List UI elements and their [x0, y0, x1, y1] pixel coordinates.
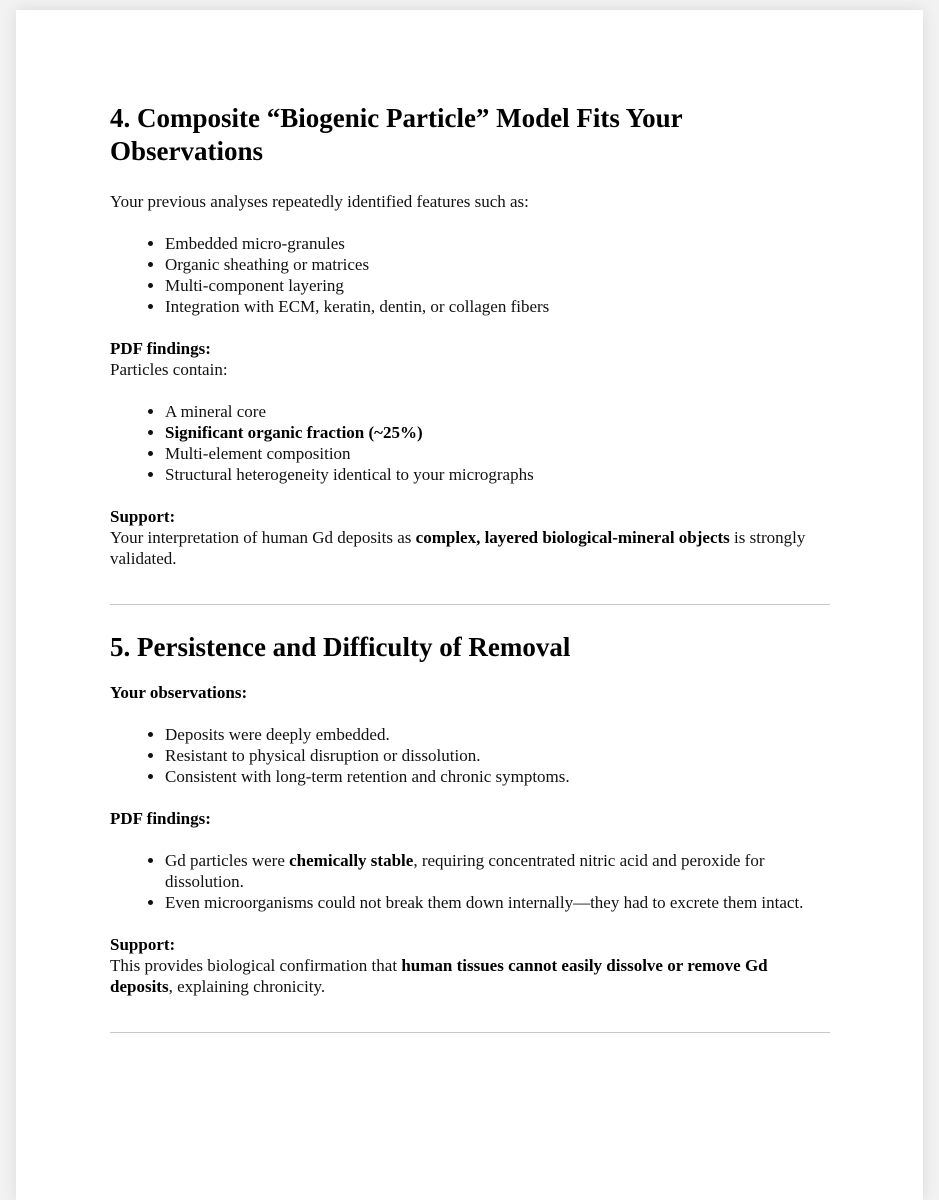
section-5-support-label: Support: — [110, 935, 176, 954]
section-4-feature-list — [110, 233, 830, 317]
support-text-start: This provides biological confirmation that — [110, 956, 402, 975]
section-5-pdf-list — [110, 850, 830, 913]
emphasis-text: human tissues cannot easily dissolve or remove Gd deposits — [110, 956, 768, 996]
document-content — [110, 102, 830, 1033]
section-4-pdf-intro: Particles contain: — [110, 360, 228, 379]
section-4-intro: Your previous analyses repeatedly identified features such as: — [110, 192, 529, 211]
section-4-pdf-label: PDF findings: — [110, 339, 211, 358]
support-text-end: , explaining chronicity. — [168, 977, 326, 996]
list-item: • Deposits were deeply embedded. — [165, 724, 830, 745]
section-4-support-text — [110, 527, 830, 569]
list-item: • Multi-component layering — [165, 275, 830, 296]
section-5-pdf-label: PDF findings: — [110, 809, 211, 828]
section-4-support-label: Support: — [110, 507, 176, 526]
list-item: • A mineral core — [165, 401, 830, 422]
list-text-end: , requiring concentrated nitric acid and peroxide for dissolution. — [165, 851, 765, 891]
list-item — [165, 850, 830, 892]
section-divider — [110, 1032, 830, 1033]
section-5-heading: 5. Persistence and Difficulty of Removal — [110, 632, 571, 662]
support-text-end: is strongly validated. — [110, 528, 806, 568]
list-item: • Resistant to physical disruption or dissolution. — [165, 745, 830, 766]
list-item: • Organic sheathing or matrices — [165, 254, 830, 275]
document-page — [16, 10, 923, 1200]
list-item: • Embedded micro-granules — [165, 233, 830, 254]
section-4-heading: 4. Composite “Biogenic Particle” Model Fits Your Observations — [110, 103, 683, 166]
list-text-start: Gd particles were — [165, 851, 290, 870]
emphasis-text: complex, layered biological-mineral objects — [415, 528, 730, 547]
section-5-observations-label: Your observations: — [110, 683, 248, 702]
emphasis-text: Significant organic fraction (~25%) — [165, 423, 423, 442]
list-item: • Structural heterogeneity identical to your micrographs — [165, 464, 830, 485]
section-5-support-text — [110, 955, 830, 997]
support-text-start: Your interpretation of human Gd deposits as — [110, 528, 416, 547]
section-4-pdf-list — [110, 401, 830, 485]
section-5-observation-list — [110, 724, 830, 787]
section-divider — [110, 604, 830, 605]
list-item: • Consistent with long-term retention and chronic symptoms. — [165, 766, 830, 787]
emphasis-text: chemically stable — [289, 851, 414, 870]
list-item: • Multi-element composition — [165, 443, 830, 464]
list-item: • Integration with ECM, keratin, dentin, or collagen fibers — [165, 296, 830, 317]
list-item — [165, 422, 830, 443]
list-item: • Even microorganisms could not break them down internally—they had to excrete them intact. — [165, 892, 830, 913]
